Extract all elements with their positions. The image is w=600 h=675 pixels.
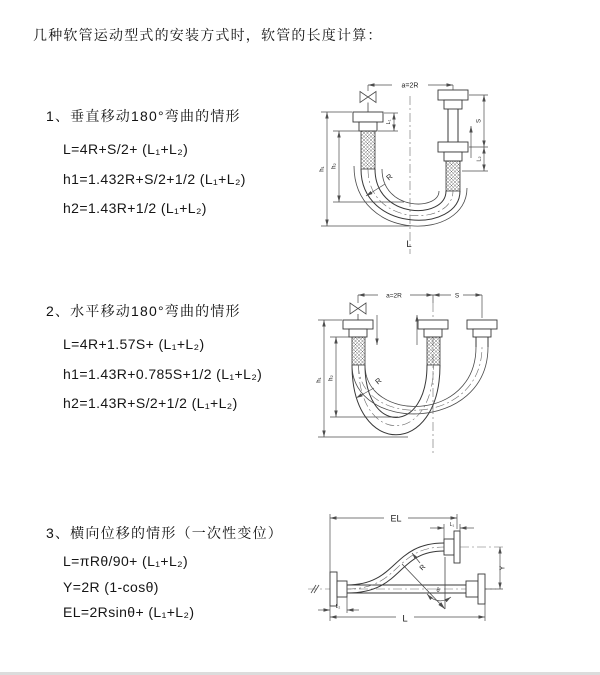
- radius-label: R: [384, 171, 395, 183]
- diagram-vertical-180-bend: [308, 70, 598, 260]
- section-2: [46, 301, 262, 425]
- hose-u-bend-position-1: [352, 365, 440, 435]
- diagram-horizontal-180-bend: [310, 285, 600, 460]
- left-flange-fitting: [330, 572, 347, 606]
- formula-h2: h2=1.43R+1/2 (L₁+L₂): [63, 200, 207, 216]
- right-flange-fitting-upper: [438, 90, 468, 142]
- diagram-lateral-displacement: [300, 502, 600, 652]
- hose-u-bend-position-2: [352, 347, 488, 414]
- formula-l: L=4R+S/2+ (L₁+L₂): [63, 141, 189, 157]
- dimension-l: [330, 604, 485, 625]
- dimension-s: [433, 293, 482, 319]
- radius-label: R: [373, 375, 384, 387]
- section-3-heading: 3、横向位移的情形（一次性变位）: [46, 525, 283, 541]
- formula-l: L=4R+1.57S+ (L₁+L₂): [63, 336, 205, 352]
- dim-h2-label: h₂: [331, 163, 338, 169]
- angle-label: θ: [436, 588, 440, 594]
- dimension-a2r: [358, 293, 433, 300]
- braided-hose-section: [427, 337, 440, 365]
- angle-construction: [402, 557, 451, 609]
- dim-h1-label: h₁: [316, 377, 323, 383]
- dimension-s: [469, 95, 488, 147]
- dim-s-label: S: [454, 292, 460, 300]
- section-1: [46, 106, 246, 230]
- braided-hose-section: [446, 161, 460, 191]
- valve-icon: [360, 92, 376, 113]
- dimension-l2: [318, 597, 359, 613]
- dim-y-label: Y: [499, 565, 507, 571]
- dim-l2-label: L₂: [476, 156, 483, 162]
- formula-el: EL=2Rsinθ+ (L₁+L₂): [63, 604, 195, 620]
- dim-l1-label: L₁: [449, 522, 455, 528]
- braided-hose-section: [352, 337, 365, 365]
- section-2-heading: 2、水平移动180°弯曲的情形: [46, 303, 241, 319]
- middle-flange-fitting: [418, 320, 448, 365]
- dim-l2-label: L₂: [335, 604, 341, 610]
- formula-h1: h1=1.43R+0.785S+1/2 (L₁+L₂): [63, 365, 263, 382]
- dim-a2r-label: a=2R: [386, 292, 402, 300]
- dim-h2-label: h₂: [328, 375, 335, 381]
- dim-a2r-label: a=2R: [401, 82, 419, 90]
- dimension-l1: [430, 522, 474, 539]
- formula-h2: h2=1.43R+S/2+1/2 (L₁+L₂): [63, 395, 238, 411]
- left-flange-fitting: [343, 320, 373, 365]
- braided-hose-section: [361, 131, 375, 169]
- dim-s-label: S: [476, 118, 483, 124]
- formula-l: L=πRθ/90+ (L₁+L₂): [63, 553, 189, 569]
- dim-l1-label: L₁: [386, 119, 392, 125]
- right-flange-fitting: [467, 320, 497, 347]
- right-flange-fitting-upper: [444, 531, 503, 563]
- left-flange-fitting: [353, 112, 383, 169]
- valve-icon: [350, 295, 366, 320]
- formula-y: Y=2R (1-cosθ): [63, 578, 159, 595]
- right-flange-fitting-lower: [438, 142, 468, 191]
- radius-label: R: [418, 563, 428, 573]
- dim-el-label: EL: [390, 513, 402, 524]
- section-1-heading: 1、垂直移动180°弯曲的情形: [46, 108, 241, 124]
- page-title: 几种软管运动型式的安装方式时，软管的长度计算：: [33, 27, 383, 43]
- dim-l-label: L: [402, 613, 408, 625]
- dimension-y: [485, 547, 507, 589]
- right-flange-fitting-lower: [466, 574, 485, 604]
- length-label: L: [406, 239, 412, 250]
- formula-h1: h1=1.432R+S/2+1/2 (L₁+L₂): [63, 170, 246, 187]
- dim-h1-label: h₁: [319, 166, 326, 172]
- section-3: [46, 523, 283, 630]
